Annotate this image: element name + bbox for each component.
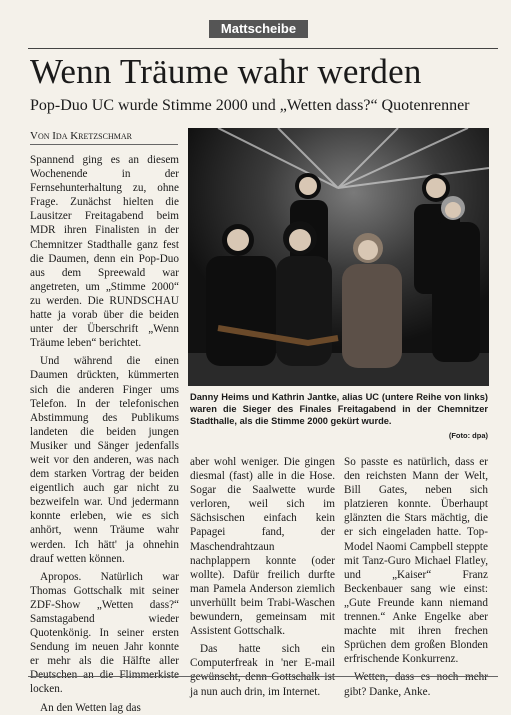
paragraph: Wetten, dass es noch mehr gibt? Danke, Anke. bbox=[344, 671, 488, 698]
byline: Von Ida Kretzschmar bbox=[30, 130, 132, 142]
article-column-3 bbox=[344, 455, 488, 699]
photo-caption: Danny Heims und Kathrin Jantke, alias UC (untere Reihe von links) waren die Sieger des Finales Freitagabend in der Chemnitzer Stadthalle, als die Stimme 2000 gekürt wurde. bbox=[190, 392, 488, 426]
paragraph: An den Wetten lag das bbox=[40, 701, 141, 714]
paragraph: Das hatte sich ein Computerfreak in 'ner E-mail gewünscht, denn Gottschalk ist ja nun auch drin, im Internet. bbox=[190, 643, 335, 698]
byline-rule bbox=[30, 144, 178, 145]
bottom-rule bbox=[28, 676, 498, 677]
subheadline: Pop-Duo UC wurde Stimme 2000 und „Wetten dass?“ Quotenrenner bbox=[30, 97, 470, 114]
photo-credit: (Foto: dpa) bbox=[448, 431, 488, 440]
paragraph: aber wohl weniger. Die gingen diesmal (fast) alle in die Hose. Sogar die Saalwette wurde verloren, weil sich im Sächsischen einfach kein Papagei fand, der Maschendrahtzaun nachplappern konnte (oder wollte). Dafür freilich durfte man Pamela Anderson ziemlich unverhüllt beim Trabi-Waschen bewundern, gemeinsam mit Assistent Gottschalk. bbox=[190, 456, 335, 638]
headline: Wenn Träume wahr werden bbox=[30, 52, 422, 91]
paragraph: So passte es natürlich, dass er den reichsten Mann der Welt, Bill Gates, neben sich platzieren konnte. Überhaupt glänzten die Stars mächtig, die er sich eingeladen hatte. Top-Model Naomi Campbell steppte mit Tanz-Guro Michael Flatley, und „Kaiser“ Franz Beckenbauer sang wie einst: „Gute Freunde kann niemand trennen.“ Anke Engelke aber machte mit ihren frechen Sprüchen dem großen Blonden erfrischende Konkurrenz. bbox=[344, 456, 488, 666]
paragraph: Und während die einen Daumen drückten, kümmerten sich die anderen Finger ums Telefon. In der telefonischen Abstimmung des Publikums landeten die beiden jungen Musiker und Sänger jedenfalls weit vor den anderen, was nach dem starken Vortrag der beiden eigentlich auch gar nicht zu bezweifeln war. Und jedermann konnte erleben, wie es sich anhört, wenn Träume wahr werden. Ich hätt' ja ohnehin drauf wetten können. bbox=[30, 355, 179, 565]
article-column-2 bbox=[190, 455, 335, 699]
band-photo-illustration bbox=[188, 128, 489, 386]
top-rule bbox=[28, 48, 498, 49]
paragraph: Apropos. Natürlich war Thomas Gottschalk mit seiner ZDF-Show „Wetten dass?“ Samstagabend wieder Quotenkönig. In seiner ersten Sendung im neuen Jahr konnte er mehr als die Hälfte aller Deutschen an die Flimmerkiste locken. bbox=[30, 570, 179, 696]
band-photo bbox=[188, 128, 489, 386]
section-label: Mattscheibe bbox=[209, 20, 308, 38]
paragraph: Spannend ging es an diesem Wochenende in der Fernsehunterhaltung zu, ohne Frage. Zunächst hielten die Lausitzer Freitagabend beim MDR ihren Finalisten in der Chemnitzer Stadthalle ganz fest die Daumen, denn ein Pop-Duo aus dem Spreewald war angetreten, um „Stimme 2000“ zu werden. Die RUNDSCHAU hatte ja vorab über die beiden unter der Überschrift „Wenn Träume leben“ berichtet. bbox=[30, 154, 179, 350]
article-column-1 bbox=[30, 153, 179, 715]
